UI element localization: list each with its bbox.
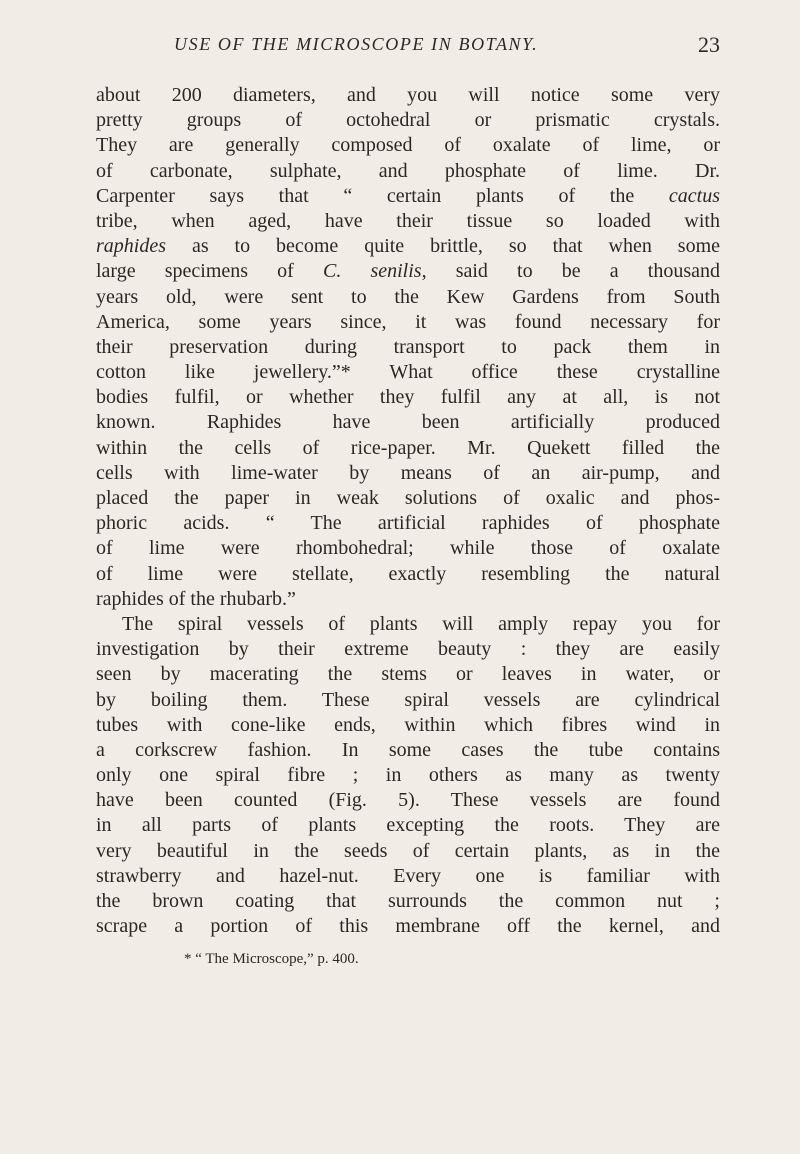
text-line: have been counted (Fig. 5). These vessels are found xyxy=(96,789,720,812)
book-page xyxy=(96,30,720,969)
page-header xyxy=(96,30,720,62)
text-line: strawberry and hazel-nut. Every one is familiar with xyxy=(96,864,720,887)
text-segment: , said to be a thousand xyxy=(421,260,720,283)
italic-term: cactus xyxy=(668,184,720,207)
text-line: placed the paper in weak solutions of oxalic and phos- xyxy=(96,487,720,509)
text-segment: Carpenter says that “ certain plants of the xyxy=(96,184,669,207)
text-line: tribe, when aged, have their tissue so loaded with xyxy=(96,209,720,232)
text-segment: as to become quite brittle, so that when some xyxy=(166,235,720,258)
text-line: their preservation during transport to pack them in xyxy=(96,335,720,358)
text-line: very beautiful in the seeds of certain plants, as in the xyxy=(96,839,720,862)
page-number: 23 xyxy=(698,32,720,57)
text-line xyxy=(96,184,720,209)
text-line: within the cells of rice-paper. Mr. Quekett filled the xyxy=(96,436,720,459)
italic-term: C. senilis xyxy=(322,260,422,283)
text-line: seen by macerating the stems or leaves in water, or xyxy=(96,663,720,686)
text-line: America, some years since, it was found necessary for xyxy=(96,310,720,333)
text-line: investigation by their extreme beauty : they are easily xyxy=(96,638,720,661)
text-line: only one spiral fibre ; in others as many as twenty xyxy=(96,764,720,787)
text-segment: large specimens of xyxy=(96,260,323,283)
text-line: bodies fulfil, or whether they fulfil any at all, is not xyxy=(96,386,720,409)
text-line xyxy=(96,259,720,284)
text-line: a corkscrew fashion. In some cases the tube contains xyxy=(96,738,720,761)
running-head: USE OF THE MICROSCOPE IN BOTANY. xyxy=(174,34,539,54)
text-line: The spiral vessels of plants will amply repay you for xyxy=(122,612,720,635)
text-line: in all parts of plants excepting the roots. They are xyxy=(96,814,720,837)
text-line: cotton like jewellery.”* What office these crystalline xyxy=(96,361,720,384)
text-line: about 200 diameters, and you will notice some very xyxy=(96,84,720,106)
text-line: the brown coating that surrounds the common nut ; xyxy=(96,890,720,912)
footnote: * “ The Microscope,” p. 400. xyxy=(184,951,359,968)
text-line: cells with lime-water by means of an air-pump, and xyxy=(96,461,720,484)
text-line: scrape a portion of this membrane off the kernel, and xyxy=(96,915,720,938)
italic-term: raphides xyxy=(96,235,166,258)
text-line: phoric acids. “ The artificial raphides of phosphate xyxy=(96,512,720,535)
text-line: by boiling them. These spiral vessels are cylindrical xyxy=(96,688,720,711)
text-line: tubes with cone-like ends, within which fibres wind in xyxy=(96,713,720,736)
body-text xyxy=(96,83,720,939)
text-line: pretty groups of octohedral or prismatic crystals. xyxy=(96,109,720,132)
text-line: of lime were stellate, exactly resembling the natural xyxy=(96,562,720,585)
text-line xyxy=(96,234,720,259)
text-line: of lime were rhombohedral; while those of oxalate xyxy=(96,537,720,560)
text-line: of carbonate, sulphate, and phosphate of lime. Dr. xyxy=(96,159,720,182)
text-line: years old, were sent to the Kew Gardens from South xyxy=(96,285,720,308)
text-line: They are generally composed of oxalate of lime, or xyxy=(96,134,720,157)
text-line: raphides of the rhubarb.” xyxy=(96,587,296,610)
text-line: known. Raphides have been artificially produced xyxy=(96,411,720,434)
